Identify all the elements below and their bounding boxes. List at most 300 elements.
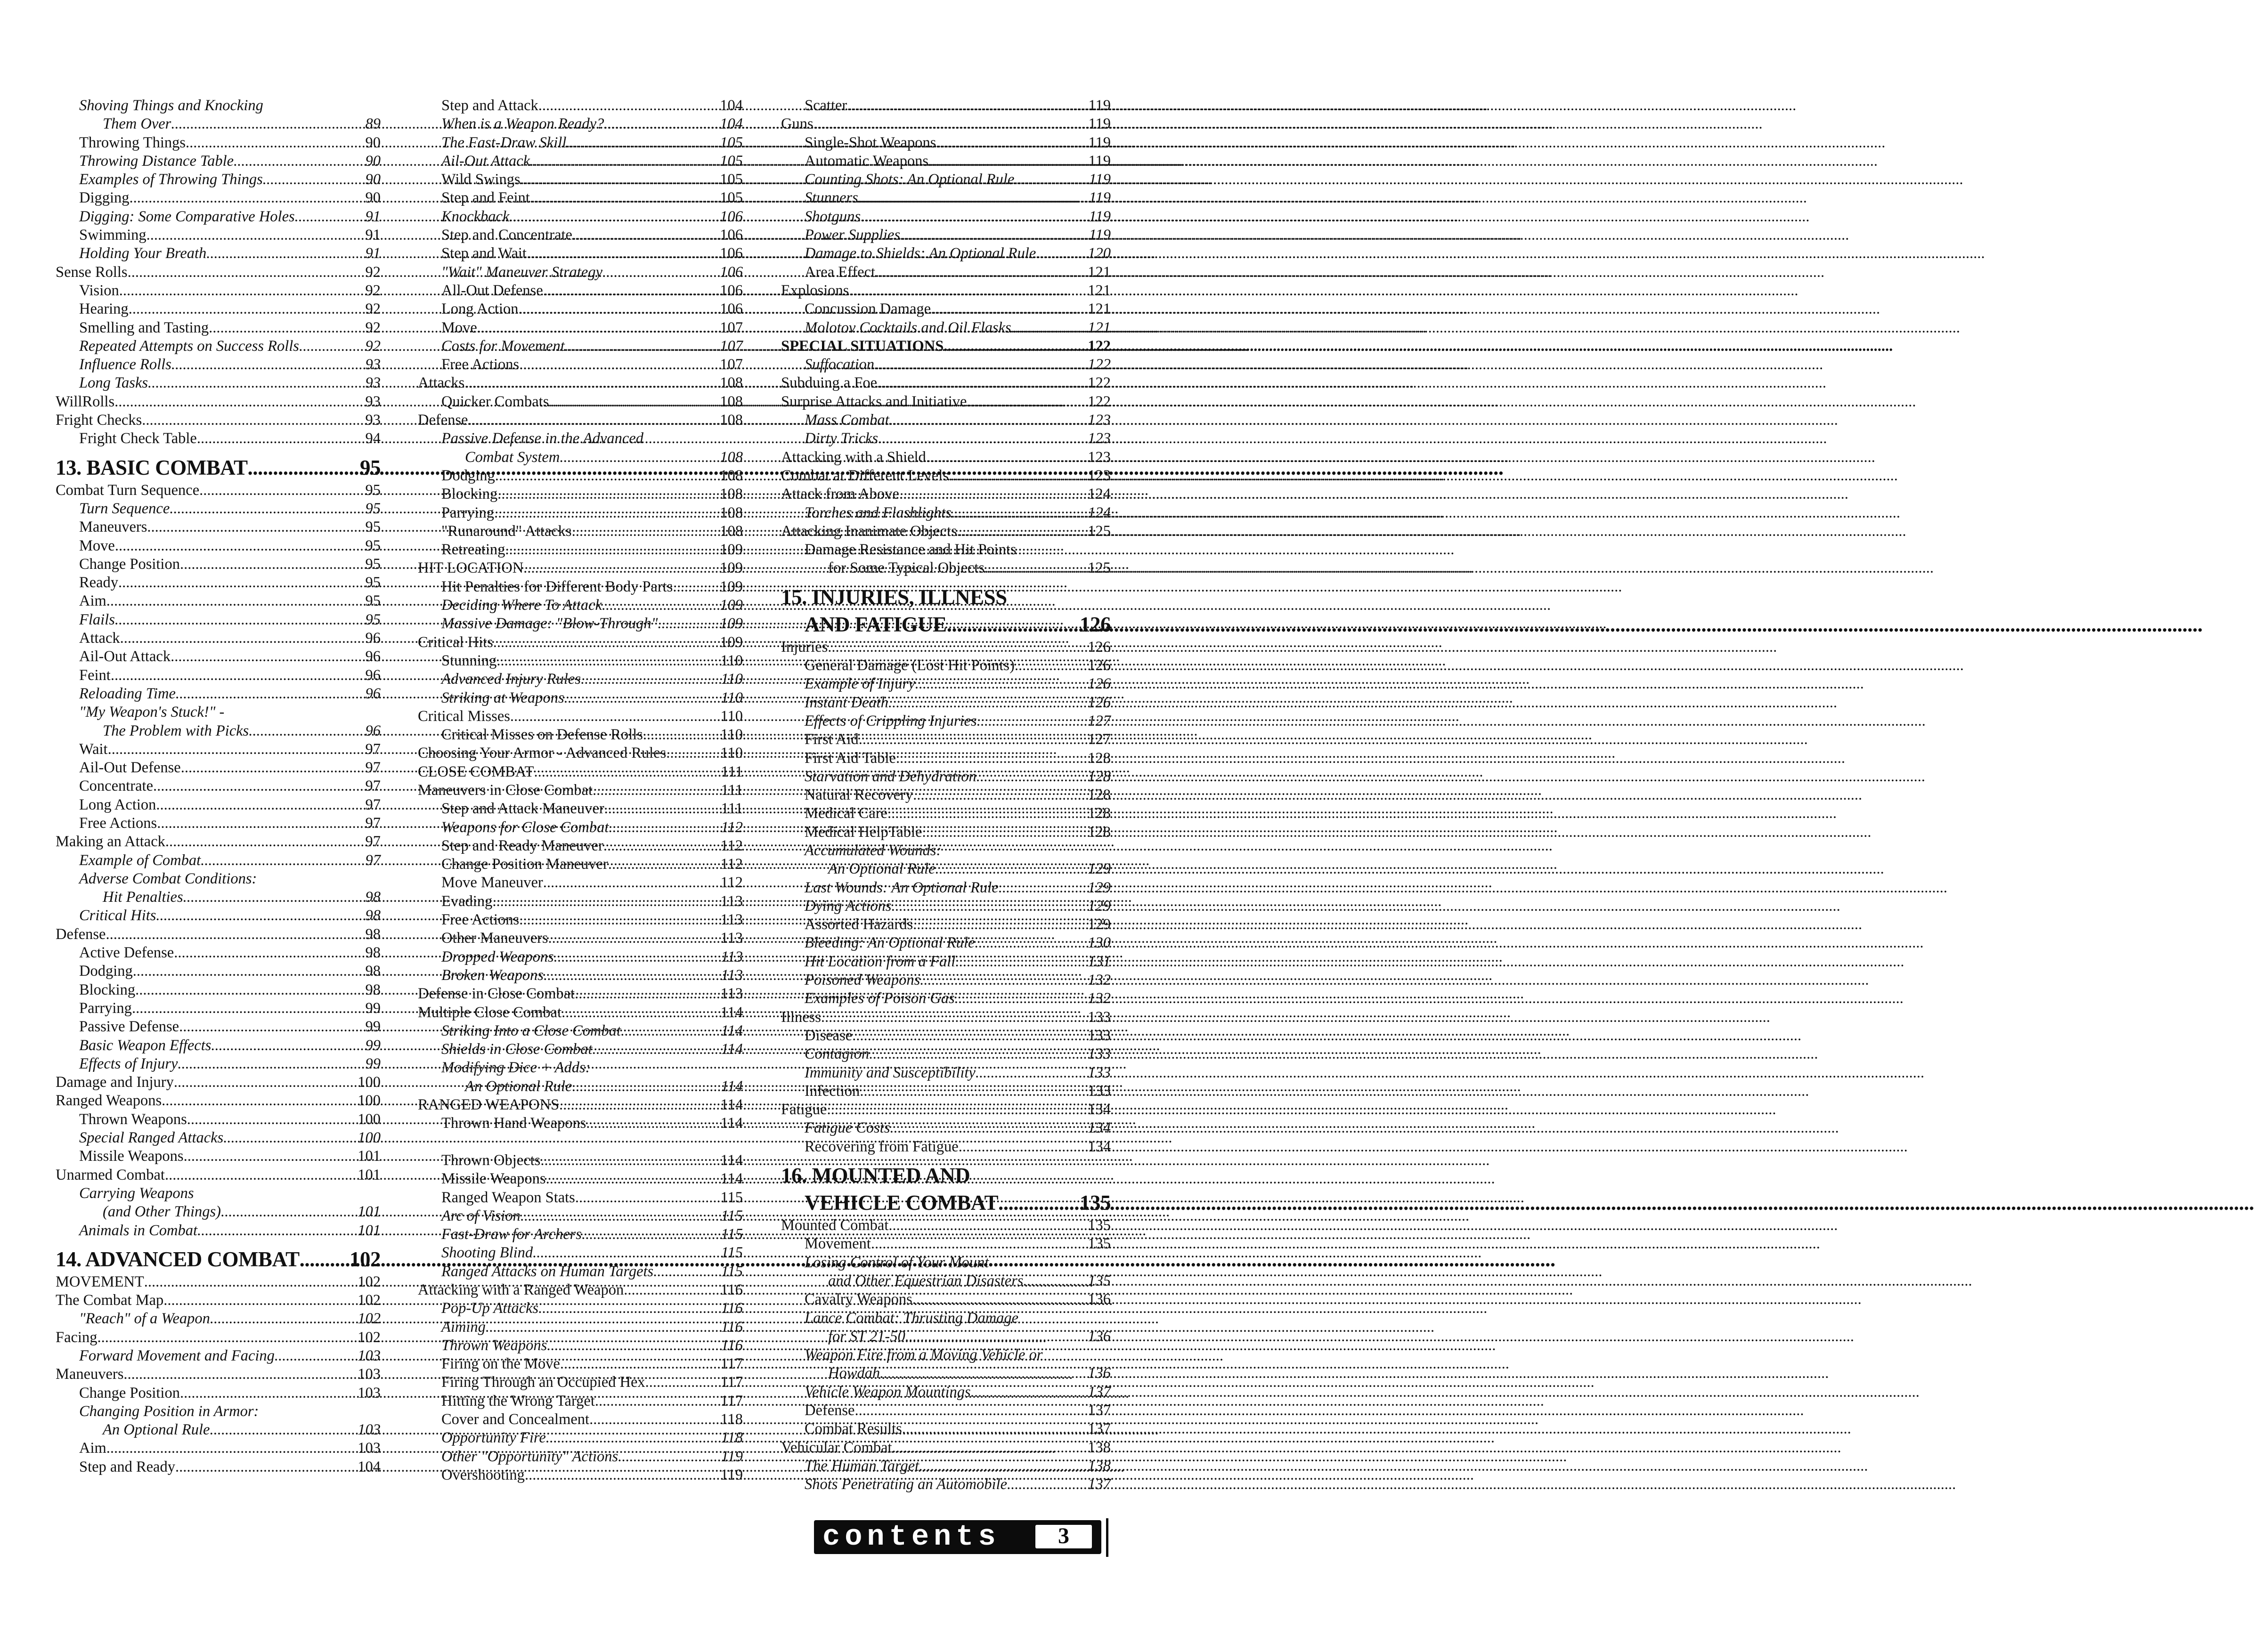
dot-leader xyxy=(952,504,1088,522)
dot-leader xyxy=(645,1373,721,1392)
toc-entry xyxy=(56,962,381,980)
dot-leader xyxy=(1011,319,1088,337)
toc-page-number: 96 xyxy=(365,722,381,739)
toc-page-number: 115 xyxy=(721,1244,743,1262)
dot-leader xyxy=(959,1138,1088,1156)
toc-entry xyxy=(418,855,743,874)
toc-entry-title: Ranged Weapons xyxy=(56,1092,162,1109)
toc-entry-title: for Some Typical Objects xyxy=(828,559,985,577)
toc-entry-title: Disease xyxy=(805,1027,853,1044)
toc-page-number: 98 xyxy=(365,889,381,906)
toc-page-number: 109 xyxy=(720,541,743,559)
toc-page-number: 129 xyxy=(1088,860,1111,878)
toc-entry-title: "My Weapon's Stuck!" - xyxy=(79,704,225,721)
toc-entry xyxy=(418,448,743,467)
toc-entry-title: Cover and Concealment xyxy=(441,1411,590,1428)
toc-entry-title: Forward Movement and Facing xyxy=(79,1347,275,1364)
toc-entry xyxy=(56,1055,381,1073)
toc-entry-title: Contagion xyxy=(805,1045,870,1063)
toc-entry xyxy=(56,888,381,907)
toc-entry-title: Basic Weapon Effects xyxy=(79,1037,212,1054)
toc-entry xyxy=(56,944,381,962)
dot-leader xyxy=(575,1189,721,1207)
toc-entry xyxy=(418,1207,743,1225)
dot-leader xyxy=(892,1439,1088,1457)
dot-leader xyxy=(171,115,365,133)
toc-entry xyxy=(418,1392,743,1410)
dot-leader xyxy=(201,851,365,870)
dot-leader xyxy=(130,189,366,207)
toc-entry xyxy=(781,842,1111,860)
toc-entry-title: First Aid Table xyxy=(805,749,896,767)
toc-entry xyxy=(418,1244,743,1262)
toc-entry xyxy=(56,981,381,999)
toc-entry xyxy=(781,1101,1111,1119)
dot-leader xyxy=(119,282,366,300)
toc-page-number: 99 xyxy=(365,999,381,1017)
dot-leader xyxy=(275,1347,358,1365)
dot-leader xyxy=(859,730,1088,749)
toc-entry xyxy=(56,1347,381,1365)
dot-leader xyxy=(510,707,721,726)
toc-entry-title: Maneuvers xyxy=(79,518,147,536)
dot-leader xyxy=(165,1166,358,1184)
toc-entry-title: Multiple Close Combat xyxy=(418,1004,562,1021)
toc-page-number: 95 xyxy=(365,611,381,628)
toc-entry xyxy=(781,656,1111,675)
toc-entry xyxy=(418,504,743,522)
dot-leader xyxy=(187,1110,358,1129)
toc-entry-title: Digging xyxy=(79,189,130,207)
toc-entry xyxy=(781,1309,1111,1328)
dot-leader xyxy=(604,800,721,818)
toc-page-number: 108 xyxy=(720,412,743,429)
dot-leader xyxy=(975,934,1088,952)
toc-entry-title: Choosing Your Armor - Advanced Rules xyxy=(418,745,667,762)
toc-entry-title: Facing xyxy=(56,1328,98,1346)
toc-entry xyxy=(56,1458,381,1476)
toc-entry-title: Adverse Combat Conditions: xyxy=(79,870,257,887)
toc-entry xyxy=(418,374,743,392)
toc-entry-title: Vehicular Combat xyxy=(781,1439,892,1456)
toc-entry xyxy=(418,541,743,559)
toc-entry xyxy=(418,985,743,1003)
toc-page-number: 116 xyxy=(721,1336,743,1354)
toc-page-number: 124 xyxy=(1088,504,1111,521)
toc-entry-title: Thrown Weapons xyxy=(79,1110,187,1128)
dot-leader xyxy=(900,226,1089,244)
dot-leader xyxy=(935,860,1088,878)
toc-entry xyxy=(418,522,743,541)
toc-entry xyxy=(56,1384,381,1402)
toc-entry xyxy=(418,726,743,744)
toc-entry xyxy=(56,777,381,795)
toc-page-number: 136 xyxy=(1088,1365,1111,1382)
dot-leader xyxy=(120,629,366,648)
toc-page-number: 123 xyxy=(1088,412,1111,429)
toc-entry-title: Concussion Damage xyxy=(805,300,931,318)
toc-entry xyxy=(418,874,743,892)
toc-page-number: 112 xyxy=(720,837,743,854)
toc-page-number: 116 xyxy=(721,1300,743,1317)
dot-leader xyxy=(156,907,365,925)
toc-entry-title: Aiming xyxy=(441,1318,486,1336)
dot-leader xyxy=(486,1318,721,1336)
toc-page-number: 132 xyxy=(1088,990,1111,1007)
toc-page-number: 132 xyxy=(1088,972,1111,989)
dot-leader xyxy=(300,1246,350,1273)
toc-page-number: 99 xyxy=(365,1018,381,1036)
dot-leader xyxy=(673,578,720,596)
dot-leader xyxy=(527,244,720,263)
toc-page-number: 118 xyxy=(721,1429,743,1447)
toc-entry xyxy=(56,1166,381,1184)
toc-entry-title: Hearing xyxy=(79,300,129,318)
toc-entry-title: Them Over xyxy=(103,115,171,133)
toc-entry-title: Step and Concentrate xyxy=(441,227,572,244)
toc-entry xyxy=(56,1129,381,1147)
toc-entry xyxy=(781,226,1111,244)
toc-entry-title: Swimming xyxy=(79,227,146,244)
toc-entry-title: Effects of Injury xyxy=(79,1055,178,1072)
dot-leader xyxy=(221,1203,358,1221)
toc-page-number: 90 xyxy=(365,189,381,207)
toc-entry-title: Single-Shot Weapons xyxy=(805,134,936,151)
toc-entry xyxy=(418,911,743,929)
toc-entry xyxy=(781,541,1111,559)
toc-page-number: 120 xyxy=(1088,245,1111,262)
toc-entry xyxy=(418,189,743,207)
dot-leader xyxy=(858,189,1089,207)
dot-leader xyxy=(814,115,1089,133)
toc-entry-title: Last Wounds: An Optional Rule xyxy=(805,879,999,896)
toc-page-number: 124 xyxy=(1088,486,1111,503)
toc-entry xyxy=(781,1346,1111,1364)
toc-page-number: 137 xyxy=(1088,1476,1111,1493)
toc-page-number: 134 xyxy=(1088,1101,1111,1118)
dot-leader xyxy=(560,448,720,467)
toc-page-number: 117 xyxy=(720,1392,743,1409)
dot-leader xyxy=(521,170,720,189)
dot-leader xyxy=(878,429,1088,448)
toc-page-number: 103 xyxy=(358,1421,381,1439)
dot-leader xyxy=(582,1225,721,1244)
toc-page-number: 114 xyxy=(720,1004,743,1021)
toc-entry xyxy=(781,152,1111,170)
toc-entry xyxy=(56,1037,381,1055)
toc-entry xyxy=(56,1147,381,1166)
dot-leader xyxy=(211,1037,365,1055)
toc-entry xyxy=(418,1466,743,1484)
toc-entry xyxy=(418,1410,743,1429)
toc-entry-title: Change Position xyxy=(79,1384,180,1401)
dot-leader xyxy=(129,300,366,318)
dot-leader xyxy=(197,1222,358,1240)
toc-entry-title: HIT LOCATION xyxy=(418,559,524,577)
toc-page-number: 122 xyxy=(1088,374,1111,392)
toc-entry xyxy=(781,1254,1111,1272)
toc-entry-title: Thrown Hand Weapons xyxy=(441,1115,586,1132)
toc-entry xyxy=(56,429,381,448)
toc-entry xyxy=(418,226,743,244)
toc-page-number: 108 xyxy=(720,504,743,521)
toc-entry xyxy=(418,578,743,596)
dot-leader xyxy=(106,925,365,944)
toc-page-number: 123 xyxy=(1088,467,1111,484)
dot-leader xyxy=(234,152,365,170)
chapter-heading xyxy=(781,583,1111,611)
dot-leader xyxy=(875,263,1088,282)
toc-page-number: 91 xyxy=(365,227,381,244)
chapter-heading xyxy=(781,1162,1111,1189)
dot-leader xyxy=(186,134,366,152)
toc-entry xyxy=(56,1184,381,1203)
toc-entry xyxy=(418,1040,743,1059)
toc-entry xyxy=(56,648,381,666)
toc-page-number: 96 xyxy=(365,666,381,684)
toc-entry-title: Attacking with a Ranged Weapon xyxy=(418,1281,624,1298)
dot-leader xyxy=(913,915,1088,934)
toc-entry-title: First Aid xyxy=(805,731,859,748)
toc-page-number: 97 xyxy=(365,777,381,795)
dot-leader xyxy=(183,888,366,907)
toc-entry xyxy=(418,1189,743,1207)
dot-leader xyxy=(157,814,365,833)
toc-page-number: 127 xyxy=(1088,731,1111,748)
dot-leader xyxy=(572,226,720,244)
toc-page-number: 113 xyxy=(720,985,743,1003)
toc-entry-title: and Other Equestrian Disasters xyxy=(828,1272,1024,1289)
dot-leader xyxy=(179,1018,365,1036)
toc-entry-title: Ranged Weapon Stats xyxy=(441,1189,575,1206)
toc-entry xyxy=(781,1439,1111,1457)
toc-entry xyxy=(418,1170,743,1188)
toc-entry-title: "Wait" Maneuver Strategy xyxy=(441,263,602,281)
toc-page-number: 129 xyxy=(1088,879,1111,896)
dot-leader xyxy=(464,374,720,392)
toc-entry-title: Long Tasks xyxy=(79,374,148,392)
toc-page-number: 109 xyxy=(720,559,743,577)
dot-leader xyxy=(827,1101,1088,1119)
toc-entry-title: Medical Care xyxy=(805,805,887,822)
toc-page-number: 115 xyxy=(721,1226,743,1243)
toc-page-number: 98 xyxy=(365,981,381,998)
toc-entry-title: Poisoned Weapons xyxy=(805,972,920,989)
toc-page-number: 95 xyxy=(365,592,381,610)
toc-entry-title: Firing Through an Occupied Hex xyxy=(441,1374,645,1391)
dot-leader xyxy=(115,611,366,629)
toc-entry-title: Turn Sequence xyxy=(79,500,170,517)
toc-page-number: 106 xyxy=(720,227,743,244)
dot-leader xyxy=(861,208,1089,226)
toc-entry-title: Infection xyxy=(805,1082,860,1100)
dot-leader xyxy=(180,1384,358,1402)
toc-page-number: 125 xyxy=(1088,522,1111,540)
chapter-title: 14. ADVANCED COMBAT xyxy=(56,1247,300,1271)
toc-page-number: 121 xyxy=(1088,263,1111,281)
toc-entry xyxy=(781,1364,1111,1383)
toc-entry xyxy=(781,768,1111,786)
dot-leader xyxy=(497,485,720,503)
toc-entry xyxy=(418,244,743,263)
toc-page-number: 117 xyxy=(720,1374,743,1391)
dot-leader xyxy=(543,874,721,892)
toc-entry-title: Throwing Things xyxy=(79,134,186,151)
toc-page-number: 128 xyxy=(1088,805,1111,822)
toc-entry-title: Dropped Weapons xyxy=(441,948,554,965)
dot-leader xyxy=(135,981,365,999)
toc-entry-title: Animals in Combat xyxy=(79,1222,197,1239)
toc-page-number: 97 xyxy=(365,740,381,758)
dot-leader xyxy=(546,1170,721,1188)
toc-entry-title: Combat at Different Levels xyxy=(781,467,949,484)
dot-leader xyxy=(887,804,1088,823)
toc-entry-title: Subduing a Foe xyxy=(781,374,878,392)
toc-page-number: 114 xyxy=(720,1170,743,1188)
toc-page-number: 102 xyxy=(358,1273,381,1290)
toc-page-number: 109 xyxy=(720,578,743,595)
toc-entry-title: Massive Damage: "Blow-Through" xyxy=(441,615,658,632)
toc-page-number: 104 xyxy=(720,115,743,133)
dot-leader xyxy=(147,518,365,536)
toc-entry-title: Starvation and Dehydration xyxy=(805,768,976,785)
toc-entry-title: Broken Weapons xyxy=(441,966,544,984)
toc-entry xyxy=(56,1073,381,1092)
toc-page-number: 95 xyxy=(365,537,381,554)
toc-page-number: 113 xyxy=(720,892,743,910)
dot-leader xyxy=(496,652,720,670)
dot-leader xyxy=(128,263,366,282)
toc-entry-title: The Fast-Draw Skill xyxy=(441,134,567,151)
toc-entry xyxy=(781,1045,1111,1063)
toc-entry-title: Throwing Distance Table xyxy=(79,152,234,170)
toc-entry xyxy=(56,629,381,648)
toc-entry-title: Defense xyxy=(418,412,468,429)
toc-entry xyxy=(56,1222,381,1240)
toc-page-number: 103 xyxy=(358,1384,381,1401)
dot-leader xyxy=(146,226,366,244)
dot-leader xyxy=(210,1310,358,1328)
toc-entry xyxy=(56,115,381,133)
toc-entry xyxy=(418,818,743,837)
toc-page-number: 123 xyxy=(1088,430,1111,447)
dot-leader xyxy=(518,300,720,318)
toc-entry xyxy=(56,574,381,592)
toc-entry-title: Attacking Inanimate Objects xyxy=(781,522,957,540)
toc-entry-title: Critical Hits xyxy=(418,633,493,651)
toc-entry-title: Maneuvers xyxy=(56,1366,124,1383)
toc-entry xyxy=(56,999,381,1018)
toc-entry xyxy=(418,263,743,282)
toc-entry xyxy=(56,611,381,629)
toc-entry xyxy=(418,596,743,615)
toc-entry xyxy=(781,1290,1111,1309)
toc-entry xyxy=(56,703,381,721)
toc-page-number: 126 xyxy=(1080,612,1111,636)
dot-leader xyxy=(821,1008,1088,1027)
contents-banner xyxy=(814,1515,1115,1558)
toc-entry-title: Modifying Dice + Adds: xyxy=(441,1059,591,1077)
toc-entry-title: Ail-Out Attack xyxy=(79,648,171,665)
toc-entry-title: Fright Check Table xyxy=(79,430,197,447)
dot-leader xyxy=(947,611,1080,638)
toc-entry xyxy=(56,685,381,703)
toc-page-number: 99 xyxy=(365,1037,381,1054)
toc-entry xyxy=(418,1096,743,1114)
toc-page-number: 92 xyxy=(365,319,381,336)
toc-entry-title: Fast-Draw for Archers xyxy=(441,1226,582,1243)
toc-entry-title: Firing on the Move xyxy=(441,1355,560,1373)
dot-leader xyxy=(1014,170,1089,189)
toc-entry xyxy=(56,170,381,189)
dot-leader xyxy=(912,1290,1088,1309)
toc-entry-title: Striking Into a Close Combat xyxy=(441,1022,621,1039)
toc-entry-title: Quicker Combats xyxy=(441,393,549,410)
toc-entry xyxy=(418,115,743,133)
toc-entry-title: Dodging xyxy=(441,467,495,484)
toc-entry-title: Shields in Close Combat xyxy=(441,1041,593,1058)
toc-entry-title: Blocking xyxy=(79,981,136,998)
toc-page-number: 128 xyxy=(1088,749,1111,767)
dot-leader xyxy=(176,685,366,703)
toc-entry-title: Stunners xyxy=(805,189,858,207)
toc-entry-title: Striking at Weapons xyxy=(441,689,564,706)
toc-page-number: 98 xyxy=(365,925,381,943)
dot-leader xyxy=(534,763,721,781)
toc-entry-title: Fatigue Costs xyxy=(805,1119,890,1137)
toc-entry-title: Unarmed Combat xyxy=(56,1166,165,1183)
toc-entry xyxy=(781,467,1111,485)
toc-page-number: 111 xyxy=(721,763,743,780)
toc-entry xyxy=(781,712,1111,730)
toc-entry-title: Dodging xyxy=(79,963,133,980)
toc-entry-title: WillRolls xyxy=(56,393,115,410)
toc-page-number: 133 xyxy=(1088,1008,1111,1026)
toc-page-number: 108 xyxy=(720,486,743,503)
toc-entry-title: Shoving Things and Knocking xyxy=(79,97,263,114)
dot-leader xyxy=(554,948,721,966)
toc-entry xyxy=(418,282,743,300)
dot-leader xyxy=(828,638,1088,656)
toc-page-number: 109 xyxy=(720,615,743,632)
toc-entry xyxy=(56,393,381,411)
toc-page-number: 108 xyxy=(720,374,743,392)
dot-leader xyxy=(561,1004,720,1022)
toc-entry xyxy=(781,1235,1111,1253)
dot-leader xyxy=(247,454,360,481)
toc-entry xyxy=(418,615,743,633)
toc-page-number: 129 xyxy=(1088,916,1111,933)
toc-page-number: 119 xyxy=(721,1448,743,1465)
toc-entry xyxy=(418,411,743,429)
dot-leader xyxy=(494,504,720,522)
dot-leader xyxy=(955,953,1088,971)
toc-entry-title: Special Ranged Attacks xyxy=(79,1129,224,1147)
toc-entry xyxy=(781,1457,1111,1475)
toc-entry-title: Ready xyxy=(79,574,119,591)
toc-page-number: 122 xyxy=(1088,393,1111,410)
dot-leader xyxy=(919,1457,1088,1475)
toc-entry-title: CLOSE COMBAT xyxy=(418,763,534,780)
toc-page-number: 122 xyxy=(1088,337,1111,355)
dot-leader xyxy=(1023,1272,1088,1290)
toc-entry xyxy=(781,897,1111,915)
toc-entry xyxy=(56,1092,381,1110)
toc-column-2 xyxy=(418,97,743,1484)
toc-entry-title: Defense xyxy=(56,925,106,943)
toc-entry-title: Pop-Up Attacks xyxy=(441,1300,539,1317)
dot-leader xyxy=(888,694,1088,712)
